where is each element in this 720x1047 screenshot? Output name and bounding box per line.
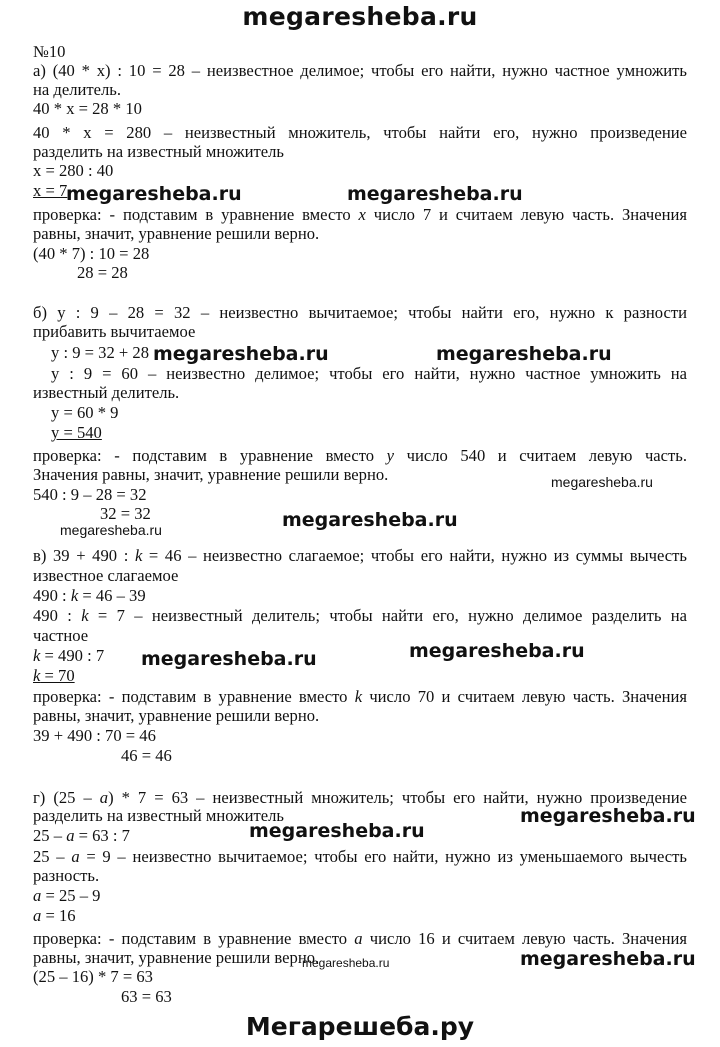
check-text: проверка: - подставим в уравнение вместо — [33, 446, 387, 465]
watermark: megaresheba.ru — [551, 474, 653, 490]
part-d-line-2: разделить на известный множитель — [33, 806, 284, 825]
variable: k — [33, 666, 41, 685]
watermark: megaresheba.ru — [520, 805, 696, 827]
check-text: число 540 и считаем левую часть. — [394, 446, 687, 465]
part-a-line-6: x = 280 : 40 — [33, 161, 114, 180]
part-b-check-result: 32 = 32 — [100, 504, 151, 523]
part-b-line-6: y = 60 * 9 — [51, 403, 119, 422]
site-footer: Мегарешеба.ру — [245, 1012, 475, 1041]
variable: k — [134, 546, 143, 565]
part-c-answer — [33, 666, 75, 685]
part-b-line-4: y : 9 = 60 – неизвестно делимое; чтобы его найти, нужно частное умножить на — [51, 364, 687, 383]
part-c-check-line-1 — [33, 687, 687, 706]
variable: k — [354, 687, 363, 706]
part-c-line-5: частное — [33, 626, 89, 645]
part-c-check-eq: 39 + 490 : 70 = 46 — [33, 726, 156, 745]
eq-text: = 46 – 39 — [78, 586, 146, 605]
watermark: megaresheba.ru — [409, 640, 585, 662]
check-text: число 7 и считаем левую часть. Значения — [365, 205, 687, 224]
part-c-line-2: известное слагаемое — [33, 566, 179, 585]
part-b-line-1: б) y : 9 – 28 = 32 – неизвестно вычитаемое; чтобы найти его, нужно к разности — [33, 303, 687, 322]
part-b-line-2: прибавить вычитаемое — [33, 322, 196, 341]
watermark: megaresheba.ru — [141, 648, 317, 670]
part-a-line-4: 40 * x = 280 – неизвестный множитель, чтобы найти его, нужно произведение — [33, 123, 687, 142]
variable: a — [71, 847, 80, 866]
part-c-line-3 — [33, 586, 146, 605]
check-text: проверка: - подставим в уравнение вместо — [33, 929, 355, 948]
part-d-line-3 — [33, 826, 130, 845]
eq-text: 25 – — [33, 847, 72, 866]
watermark: megaresheba.ru — [520, 948, 696, 970]
variable: a — [354, 929, 363, 948]
part-d-check-eq: (25 – 16) * 7 = 63 — [33, 967, 153, 986]
part-c-check-result: 46 = 46 — [121, 746, 172, 765]
check-text: проверка: - подставим в уравнение вместо — [33, 205, 359, 224]
variable: k — [33, 646, 41, 665]
eq-text: = 490 : 7 — [40, 646, 105, 665]
variable: k — [70, 586, 79, 605]
part-d-check-result: 63 = 63 — [121, 987, 172, 1006]
eq-text: 490 : — [33, 586, 71, 605]
eq-text: = 63 : 7 — [74, 826, 130, 845]
part-c-check-line-2: равны, значит, уравнение решили верно. — [33, 706, 320, 725]
watermark: megaresheba.ru — [347, 183, 523, 205]
part-c-line-4 — [33, 606, 687, 625]
part-a-line-5: разделить на известный множитель — [33, 142, 284, 161]
task-number: №10 — [33, 42, 66, 61]
eq-text: = 9 – неизвестно вычитаемое; чтобы его найти, нужно из уменьшаемого вычесть — [79, 847, 687, 866]
eq-text: = 7 – неизвестный делитель; чтобы найти его, нужно делимое разделить на — [88, 606, 687, 625]
part-d-check-line-2: равны, значит, уравнение решили верно. — [33, 948, 320, 967]
part-c-line-1 — [33, 546, 687, 565]
part-a-line-1: а) (40 * x) : 10 = 28 – неизвестное делимое; чтобы его найти, нужно частное умножить — [33, 61, 687, 80]
watermark: megaresheba.ru — [282, 509, 458, 531]
variable: a — [99, 788, 109, 807]
eq-text: 490 : — [33, 606, 82, 625]
part-d-line-4 — [33, 847, 687, 866]
variable: a — [33, 886, 42, 905]
part-d-line-7 — [33, 906, 76, 925]
part-d-line-6 — [33, 886, 100, 905]
part-b-check-eq: 540 : 9 – 28 = 32 — [33, 485, 147, 504]
part-a-line-3: 40 * x = 28 * 10 — [33, 99, 142, 118]
check-text: проверка: - подставим в уравнение вместо — [33, 687, 355, 706]
variable: x — [358, 205, 366, 224]
part-a-check-eq: (40 * 7) : 10 = 28 — [33, 244, 150, 263]
eq-text: = 25 – 9 — [41, 886, 101, 905]
variable: k — [81, 606, 89, 625]
part-a-check-line-1 — [33, 205, 687, 224]
watermark: megaresheba.ru — [249, 820, 425, 842]
eq-text: 25 – — [33, 826, 67, 845]
part-a-answer: x = 7 — [33, 181, 68, 200]
site-header: megaresheba.ru — [242, 2, 478, 31]
watermark: megaresheba.ru — [302, 956, 390, 970]
eq-text: = 70 — [40, 666, 75, 685]
eq-text: г) (25 – — [33, 788, 100, 807]
part-b-check-line-2: Значения равны, значит, уравнение решили верно. — [33, 465, 389, 484]
variable: y — [386, 446, 395, 465]
watermark: megaresheba.ru — [60, 522, 162, 538]
part-a-check-line-2: равны, значит, уравнение решили верно. — [33, 224, 320, 243]
part-b-line-5: известный делитель. — [33, 383, 180, 402]
part-b-line-3: y : 9 = 32 + 28 — [51, 343, 149, 362]
eq-text: ) * 7 = 63 – неизвестный множитель; чтобы его найти, нужно произведение — [108, 788, 687, 807]
part-d-check-line-1 — [33, 929, 687, 948]
watermark: megaresheba.ru — [153, 343, 329, 365]
check-text: число 70 и считаем левую часть. Значения — [362, 687, 687, 706]
eq-text: = 46 – неизвестно слагаемое; чтобы его найти, нужно из суммы вычесть — [142, 546, 687, 565]
part-b-check-line-1 — [33, 446, 687, 465]
variable: a — [66, 826, 75, 845]
part-a-check-result: 28 = 28 — [77, 263, 128, 282]
check-text: число 16 и считаем левую часть. Значения — [362, 929, 687, 948]
eq-text: в) 39 + 490 : — [33, 546, 135, 565]
part-c-line-6 — [33, 646, 104, 665]
part-b-answer: y = 540 — [51, 423, 102, 442]
part-a-line-2: на делитель. — [33, 80, 121, 99]
variable: a — [33, 906, 42, 925]
eq-text: = 16 — [41, 906, 76, 925]
watermark: megaresheba.ru — [436, 343, 612, 365]
watermark: megaresheba.ru — [66, 183, 242, 205]
part-d-line-5: разность. — [33, 866, 100, 885]
